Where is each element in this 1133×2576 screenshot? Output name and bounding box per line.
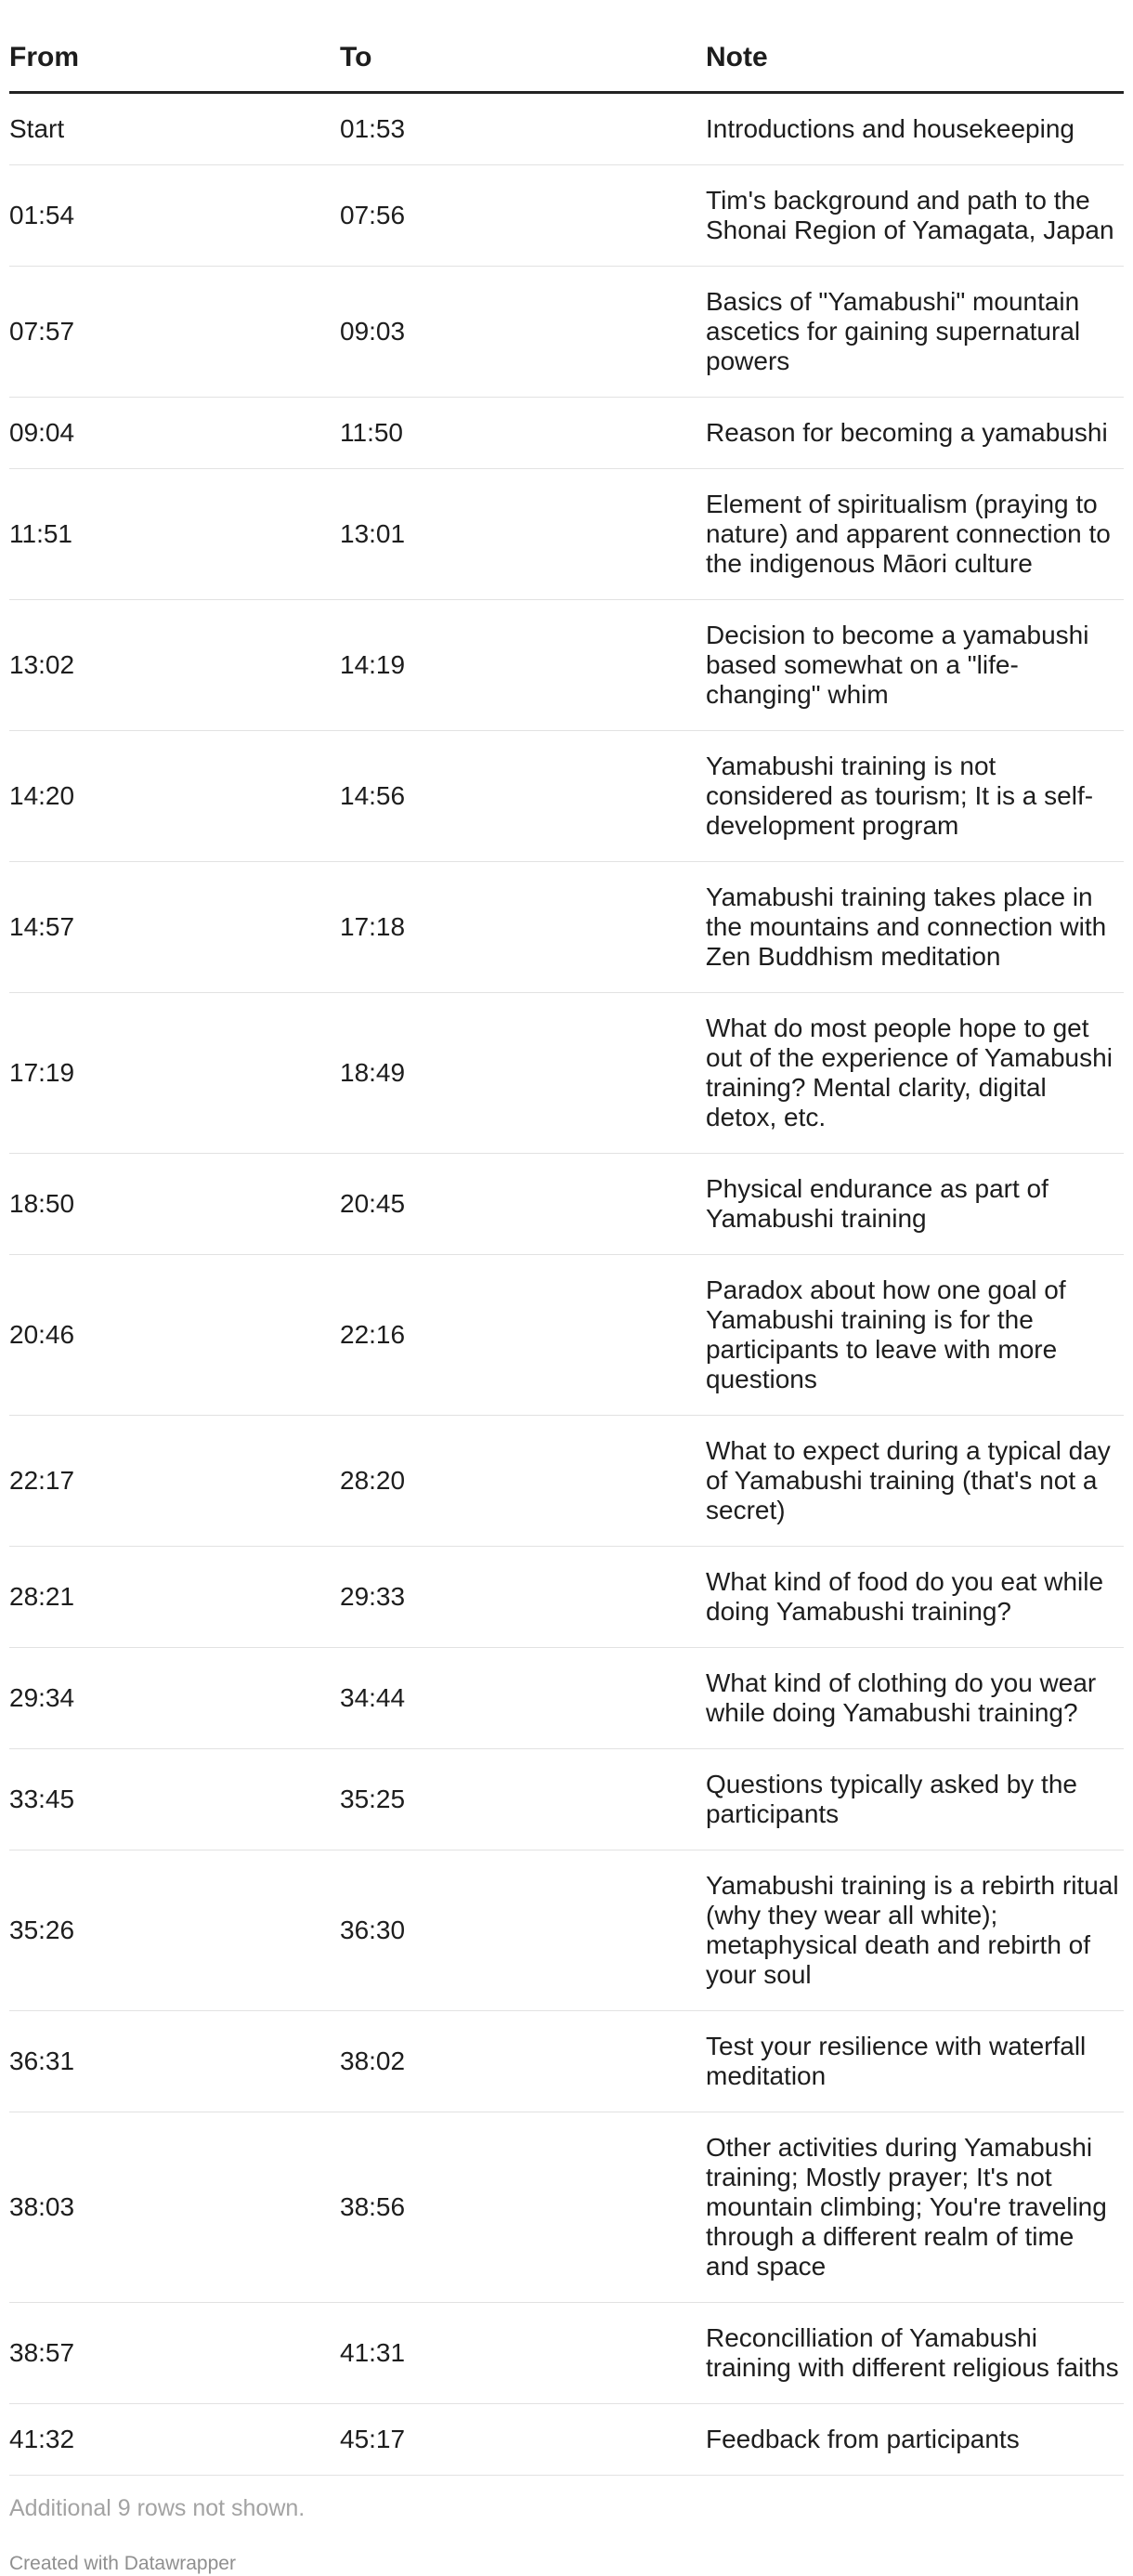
- timestamp-table: [9, 0, 1124, 2476]
- cell-note: Questions typically asked by the participants: [706, 1749, 1124, 1850]
- table-row: [9, 862, 1124, 993]
- table-row: [9, 2303, 1124, 2404]
- cell-from: 35:26: [9, 1850, 340, 2011]
- cell-note: Other activities during Yamabushi training; Mostly prayer; It's not mountain climbing; You're traveling through a different realm of time and space: [706, 2112, 1124, 2303]
- cell-from: 20:46: [9, 1255, 340, 1416]
- cell-to: 17:18: [340, 862, 706, 993]
- cell-from: 36:31: [9, 2011, 340, 2112]
- cell-note: Basics of "Yamabushi" mountain ascetics for gaining supernatural powers: [706, 267, 1124, 398]
- cell-to: 01:53: [340, 93, 706, 165]
- table-row: [9, 993, 1124, 1154]
- table-row: [9, 600, 1124, 731]
- table-row: [9, 398, 1124, 469]
- cell-note: Yamabushi training takes place in the mountains and connection with Zen Buddhism meditation: [706, 862, 1124, 993]
- table-row: [9, 2404, 1124, 2476]
- cell-from: 11:51: [9, 469, 340, 600]
- cell-from: 29:34: [9, 1648, 340, 1749]
- cell-to: 29:33: [340, 1547, 706, 1648]
- cell-to: 18:49: [340, 993, 706, 1154]
- cell-to: 14:56: [340, 731, 706, 862]
- cell-note: Yamabushi training is not considered as tourism; It is a self-development program: [706, 731, 1124, 862]
- table-row: [9, 1850, 1124, 2011]
- cell-from: 18:50: [9, 1154, 340, 1255]
- cell-to: 38:02: [340, 2011, 706, 2112]
- table-header: [9, 0, 1124, 93]
- table-row: [9, 2112, 1124, 2303]
- cell-from: 33:45: [9, 1749, 340, 1850]
- cell-to: 36:30: [340, 1850, 706, 2011]
- cell-note: Test your resilience with waterfall meditation: [706, 2011, 1124, 2112]
- cell-from: Start: [9, 93, 340, 165]
- table-row: [9, 1416, 1124, 1547]
- cell-note: Tim's background and path to the Shonai Region of Yamagata, Japan: [706, 165, 1124, 267]
- cell-from: 01:54: [9, 165, 340, 267]
- cell-note: What to expect during a typical day of Yamabushi training (that's not a secret): [706, 1416, 1124, 1547]
- cell-from: 22:17: [9, 1416, 340, 1547]
- table-row: [9, 1255, 1124, 1416]
- table-row: [9, 2011, 1124, 2112]
- cell-to: 34:44: [340, 1648, 706, 1749]
- cell-to: 41:31: [340, 2303, 706, 2404]
- table-row: [9, 731, 1124, 862]
- cell-note: Decision to become a yamabushi based somewhat on a "life-changing" whim: [706, 600, 1124, 731]
- cell-to: 11:50: [340, 398, 706, 469]
- cell-to: 45:17: [340, 2404, 706, 2476]
- table-row: [9, 267, 1124, 398]
- cell-to: 07:56: [340, 165, 706, 267]
- table-row: [9, 1547, 1124, 1648]
- cell-from: 13:02: [9, 600, 340, 731]
- cell-note: What kind of clothing do you wear while doing Yamabushi training?: [706, 1648, 1124, 1749]
- table-row: [9, 165, 1124, 267]
- column-header-from[interactable]: From: [9, 0, 340, 93]
- cell-from: 14:57: [9, 862, 340, 993]
- cell-to: 35:25: [340, 1749, 706, 1850]
- datawrapper-credit[interactable]: Created with Datawrapper: [9, 2553, 236, 2574]
- cell-note: Physical endurance as part of Yamabushi training: [706, 1154, 1124, 1255]
- cell-to: 14:19: [340, 600, 706, 731]
- cell-from: 38:03: [9, 2112, 340, 2303]
- column-header-note[interactable]: Note: [706, 0, 1124, 93]
- table-row: [9, 1749, 1124, 1850]
- cell-from: 28:21: [9, 1547, 340, 1648]
- cell-to: 13:01: [340, 469, 706, 600]
- cell-from: 07:57: [9, 267, 340, 398]
- cell-to: 22:16: [340, 1255, 706, 1416]
- cell-note: Feedback from participants: [706, 2404, 1124, 2476]
- cell-note: Reason for becoming a yamabushi: [706, 398, 1124, 469]
- table-row: [9, 93, 1124, 165]
- table-body: [9, 93, 1124, 2476]
- cell-note: What do most people hope to get out of the experience of Yamabushi training? Mental clarity, digital detox, etc.: [706, 993, 1124, 1154]
- table-row: [9, 1154, 1124, 1255]
- table-row: [9, 469, 1124, 600]
- cell-from: 09:04: [9, 398, 340, 469]
- cell-from: 14:20: [9, 731, 340, 862]
- cell-note: Paradox about how one goal of Yamabushi training is for the participants to leave with more questions: [706, 1255, 1124, 1416]
- column-header-to[interactable]: To: [340, 0, 706, 93]
- cell-to: 28:20: [340, 1416, 706, 1547]
- rows-not-shown-note: Additional 9 rows not shown.: [9, 2495, 306, 2521]
- cell-to: 20:45: [340, 1154, 706, 1255]
- table-row: [9, 1648, 1124, 1749]
- cell-to: 09:03: [340, 267, 706, 398]
- table-container: [9, 0, 1124, 2576]
- cell-note: Yamabushi training is a rebirth ritual (why they wear all white); metaphysical death and rebirth of your soul: [706, 1850, 1124, 2011]
- cell-note: What kind of food do you eat while doing Yamabushi training?: [706, 1547, 1124, 1648]
- cell-note: Introductions and housekeeping: [706, 93, 1124, 165]
- cell-from: 38:57: [9, 2303, 340, 2404]
- cell-from: 17:19: [9, 993, 340, 1154]
- cell-note: Reconcilliation of Yamabushi training with different religious faiths: [706, 2303, 1124, 2404]
- cell-note: Element of spiritualism (praying to nature) and apparent connection to the indigenous Māori culture: [706, 469, 1124, 600]
- header-row: [9, 0, 1124, 93]
- cell-from: 41:32: [9, 2404, 340, 2476]
- cell-to: 38:56: [340, 2112, 706, 2303]
